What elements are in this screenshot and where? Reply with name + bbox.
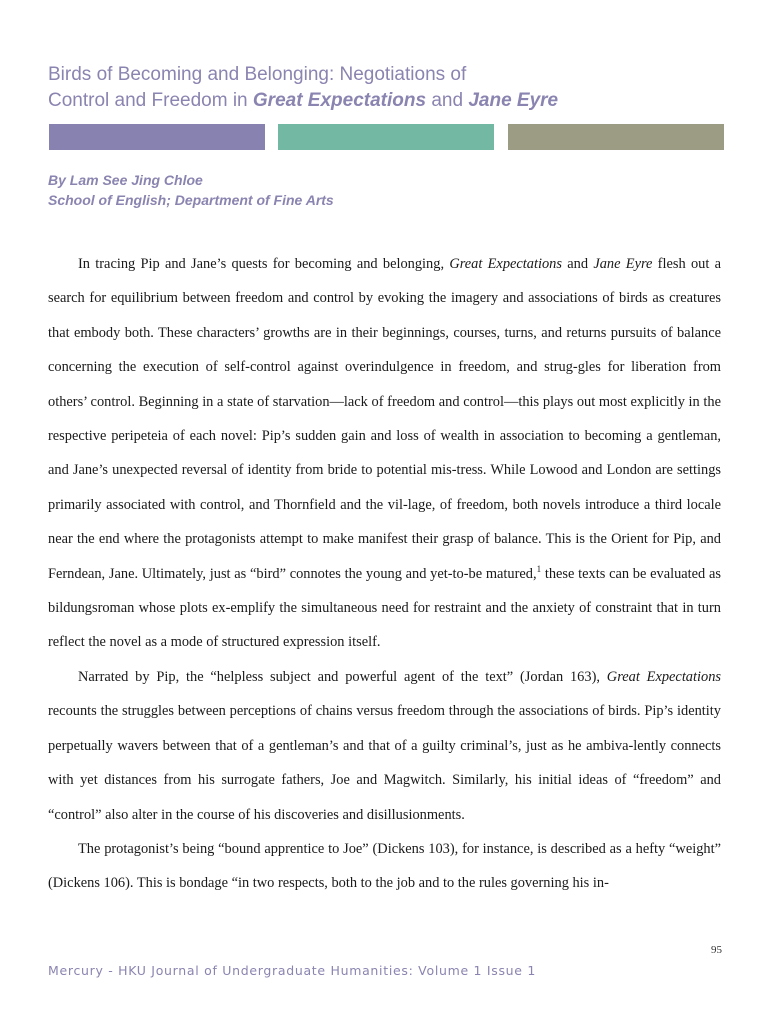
byline <box>48 170 334 210</box>
paragraph-3 <box>48 832 721 901</box>
color-bar-teal <box>278 124 494 150</box>
footnote-marker[interactable]: 1 <box>536 563 542 574</box>
title-work-1: Great Expectations <box>252 90 427 111</box>
title-work-2: Jane Eyre <box>468 90 559 111</box>
article-body <box>48 247 721 901</box>
paragraph-3-text: The protagonist’s being “bound apprentice to Joe” (Dickens 103), for instance, is described as a hefty “weight” (Dickens 106). This is bondage “in two respects, both to the job and to the rules governing his in- <box>48 840 721 892</box>
paragraph-1 <box>48 247 721 660</box>
author-department: School of English; Department of Fine Arts <box>48 192 334 208</box>
paragraph-2-text-a: Narrated by Pip, the “helpless subject and powerful agent of the text” (Jordan 163), <box>78 668 607 685</box>
paragraph-2 <box>48 660 721 832</box>
color-bar-purple <box>49 124 265 150</box>
paragraph-1-text-b: and <box>561 256 594 272</box>
article-title <box>48 62 728 114</box>
paragraph-2-work: Great Expectations <box>606 668 721 685</box>
title-line-2-mid: and <box>426 90 469 111</box>
paragraph-1-work-1: Great Expectations <box>449 256 562 272</box>
page-number: 95 <box>711 944 722 956</box>
journal-footer: Mercury - HKU Journal of Undergraduate Humanities: Volume 1 Issue 1 <box>48 963 537 978</box>
paragraph-1-text-c: flesh out a search for equilibrium between freedom and control by evoking the imagery and associations of birds as creatures that embody both. These characters’ growths are in their beginnings, courses, turns, and returns pursuits of balance concerning the execution of self-control against overindulgence in freedom, and strug-gles for liberation from others’ control. Beginning in a state of starvation—lack of freedom and control—this plays out most explicitly in the respective peripeteia of each novel: Pip’s sudden gain and loss of wealth in association to becoming a gentleman, and Jane’s unexpected reversal of identity from bride to potential mis-tress. While Lowood and London are settings primarily associated with control, and Thornfield and the vil-lage, of freedom, both novels introduce a third locale near the end where the protagonists attempt to make manifest their grasp of balance. This is the Orient for Pip, and Ferndean, Jane. Ultimately, just as “bird” connotes the young and yet-to-be matured, <box>48 256 721 582</box>
paragraph-1-work-2: Jane Eyre <box>593 256 653 272</box>
paragraph-2-text-b: recounts the struggles between perceptions of chains versus freedom through the associations of birds. Pip’s identity perpetually wavers between that of a gentleman’s and that of a guilty criminal’s, just as he ambiva-lently connects with yet distances from his surrogate fathers, Joe and Magwitch. Similarly, his initial ideas of “freedom” and “control” also alter in the course of his discoveries and disillusionments. <box>48 703 721 823</box>
paragraph-1-text-d: these texts can be evaluated as bildungsroman whose plots ex-emplify the simultaneous need for restraint and the anxiety of constraint that in turn reflect the novel as a mode of structured expression itself. <box>48 565 721 651</box>
title-line-2-prefix: Control and Freedom in <box>48 90 253 111</box>
paragraph-1-text-a: In tracing Pip and Jane’s quests for becoming and belonging, <box>78 256 450 272</box>
author-name: By Lam See Jing Chloe <box>48 172 203 188</box>
color-bar-olive <box>508 124 724 150</box>
title-line-1: Birds of Becoming and Belonging: Negotiations of <box>48 64 467 85</box>
